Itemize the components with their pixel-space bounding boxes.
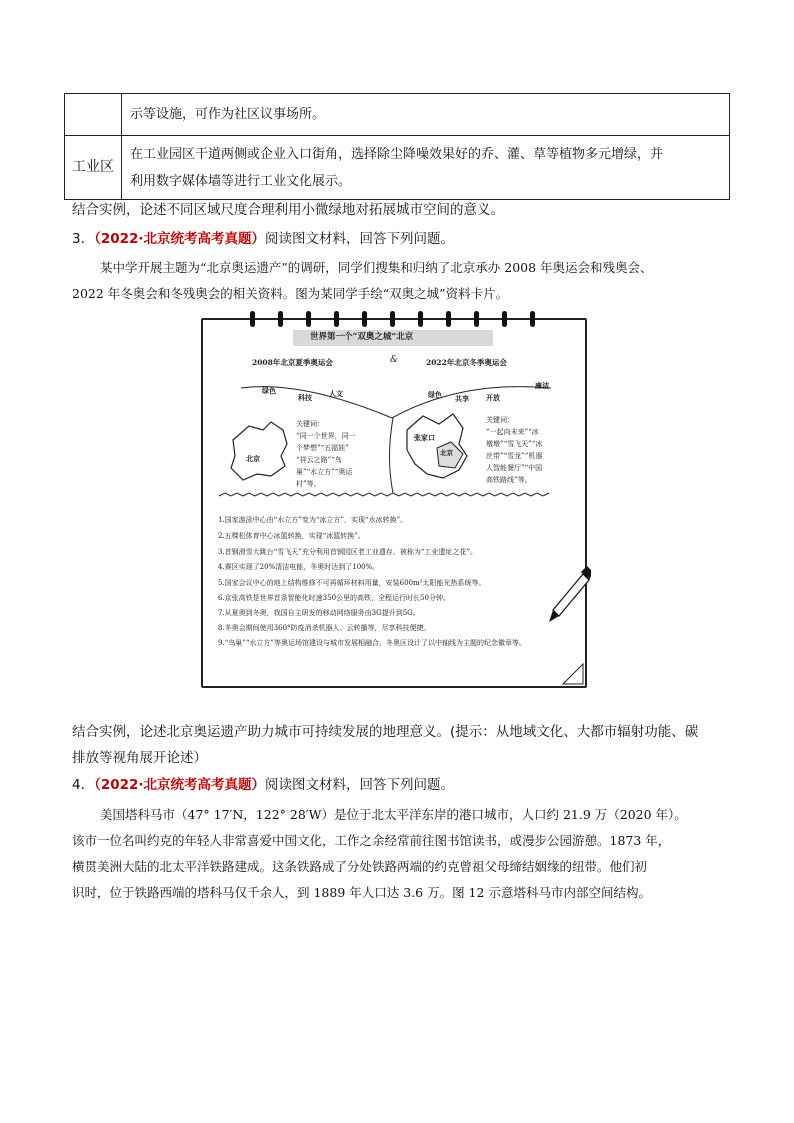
right-keywords bbox=[486, 414, 542, 486]
card-title: 世界第一个“双奥之城”北京 bbox=[310, 332, 414, 342]
zigzag-divider bbox=[219, 493, 549, 496]
q2-prompt: 结合实例，论述不同区域尺度合理利用小微绿地对拓展城市空间的意义。 bbox=[72, 202, 504, 218]
q3-paragraph-line: 2022 年冬奥会和冬残奥会的相关资料。图为某同学手绘“双奥之城”资料卡片。 bbox=[72, 286, 509, 301]
beijing-map-outline bbox=[231, 422, 287, 480]
keyword-line: 丝带”“雪龙”“机器 bbox=[486, 452, 543, 460]
q4-paragraph-line: 横贯美洲大陆的北太平洋铁路建成。这条铁路成了分处铁路两端的约克曾祖父母缔结姻缘的纽带。他们初 bbox=[72, 859, 648, 874]
q4-open: （ bbox=[94, 777, 101, 793]
q3-header bbox=[72, 228, 454, 250]
q4-source: 2022·北京统考高考真题 bbox=[100, 777, 252, 793]
left-tag: 科技 bbox=[298, 393, 312, 402]
q4-header bbox=[72, 774, 454, 796]
list-item: 5.国家会议中心的地上结构维修不可再循环材料用量，安装600m²太阳能光热系统等。 bbox=[218, 579, 486, 587]
q3-prompt-line: 结合实例，论述北京奥运遗产助力城市可持续发展的地理意义。(提示：从地域文化、大都市辐射功能、碳 bbox=[72, 724, 699, 740]
q4-paragraph-line: 识时，位于铁路西端的塔科马仅千余人，到 1889 年人口达 3.6 万。图 12 示意塔科马市内部空间结构。 bbox=[72, 885, 651, 900]
keyword-line: 人智能餐厅”“中国 bbox=[486, 464, 543, 472]
q4-close: ） bbox=[251, 777, 266, 793]
keyword-line: 村”等。 bbox=[296, 480, 321, 488]
q3-close: ） bbox=[251, 231, 266, 247]
right-map-label: 张家口 bbox=[414, 433, 435, 442]
table-cell-text bbox=[122, 136, 730, 200]
keyword-line: “同一个世界，同一 bbox=[296, 432, 356, 440]
keyword-line: 巢”“水立方”“奥运 bbox=[296, 468, 353, 476]
table-cell-text: 示等设施，可作为社区议事场所。 bbox=[122, 94, 730, 136]
table-text-line: 在工业园区干道两侧或企业入口街角，选择除尘降噪效果好的乔、灌、草等植物多元增绿，并 bbox=[130, 146, 664, 162]
q4-instruction: 阅读图文材料，回答下列问题。 bbox=[265, 777, 455, 793]
amp-symbol: & bbox=[390, 355, 399, 365]
q4-number: 4． bbox=[72, 777, 95, 793]
list-item: 3.首钢滑雪大跳台“雪飞天”充分利用首钢园区老工业遗存，被称为“工业遗址之花”。 bbox=[218, 548, 477, 556]
q3-number: 3． bbox=[72, 231, 95, 247]
pencil-icon bbox=[549, 566, 591, 622]
right-tag: 绿色 bbox=[428, 390, 442, 399]
right-tag: 共享 bbox=[455, 394, 469, 403]
list-item: 7.从夏奥到冬奥，我国自主研发的移动网络服务由3G提升到5G。 bbox=[218, 609, 420, 617]
folded-corner bbox=[563, 664, 583, 684]
list-item: 8.冬奥会期间使用360°防疫消杀机器人、云转播等，尽享科技便捷。 bbox=[218, 624, 431, 632]
table-row bbox=[65, 136, 730, 200]
left-map-label: 北京 bbox=[246, 454, 260, 463]
list-item: 2.五棵松体育中心冰篮转换，实现“冰篮转换”。 bbox=[218, 532, 365, 540]
table-row bbox=[65, 94, 730, 136]
keyword-line: 高铁路线”等。 bbox=[486, 476, 532, 484]
left-tag: 人文 bbox=[329, 389, 343, 398]
left-tag: 绿色 bbox=[262, 386, 276, 395]
q4-paragraph-line: 美国塔科马市（47° 17′N，122° 28′W）是位于北太平洋东岸的港口城市，人口约 21.9 万（2020 年）。 bbox=[100, 807, 687, 822]
q3-open: （ bbox=[94, 231, 101, 247]
list-item: 9.“鸟巢”“水立方”等奥运场馆建设与城市发展相融合，冬奥区设计了以中轴线为主题的纪念徽章等。 bbox=[218, 639, 526, 647]
list-item: 4.赛区实现了20%清洁电能，冬奥时达到了100%。 bbox=[218, 563, 380, 571]
keyword-line: “祥云之路”“鸟 bbox=[296, 456, 342, 464]
divider-line bbox=[390, 418, 394, 493]
right-tag: 开放 bbox=[486, 393, 500, 402]
list-item: 1.国家游泳中心由“水立方”变为“冰立方”，实现“水冰转换”。 bbox=[218, 516, 408, 524]
right-heading: 2022年北京冬季奥运会 bbox=[426, 358, 507, 367]
q3-source: 2022·北京统考高考真题 bbox=[100, 231, 252, 247]
keyword-line: 个梦想”“五福娃” bbox=[296, 444, 349, 452]
left-keywords bbox=[296, 418, 356, 490]
q3-prompt-line: 排放等视角展开论述） bbox=[72, 750, 207, 766]
table-cell-label: 工业区 bbox=[65, 136, 122, 200]
zone-table bbox=[64, 93, 730, 200]
table-text-line: 利用数字媒体墙等进行工业文化展示。 bbox=[130, 173, 352, 189]
q3-instruction: 阅读图文材料，回答下列问题。 bbox=[265, 231, 455, 247]
keyword-line: 关键词： bbox=[296, 420, 324, 428]
list-item: 6.京张高铁是世界首条智能化时速350公里的高铁，全程运行时长50分钟。 bbox=[218, 594, 450, 602]
card-drawing bbox=[201, 318, 591, 690]
right-tag: 廉洁 bbox=[535, 381, 549, 390]
left-heading: 2008年北京夏季奥运会 bbox=[252, 358, 333, 367]
keyword-line: 墩墩”“雪飞天”“冰 bbox=[486, 440, 543, 448]
keyword-line: “一起向未来”“冰 bbox=[486, 428, 539, 436]
keyword-line: 关键词： bbox=[486, 416, 514, 424]
q4-paragraph-line: 该市一位名叫约克的年轻人非常喜爱中国文化，工作之余经常前往图书馆读书，或漫步公园游憩。1873 年， bbox=[72, 833, 671, 848]
table-cell-label bbox=[65, 94, 122, 136]
zhangjiakou-map-outline bbox=[407, 414, 467, 478]
q3-paragraph-line: 某中学开展主题为“北京奥运遗产”的调研，同学们搜集和归纳了北京承办 2008 年奥运会和残奥会、 bbox=[100, 260, 653, 275]
right-map-label: 北京 bbox=[440, 449, 453, 457]
